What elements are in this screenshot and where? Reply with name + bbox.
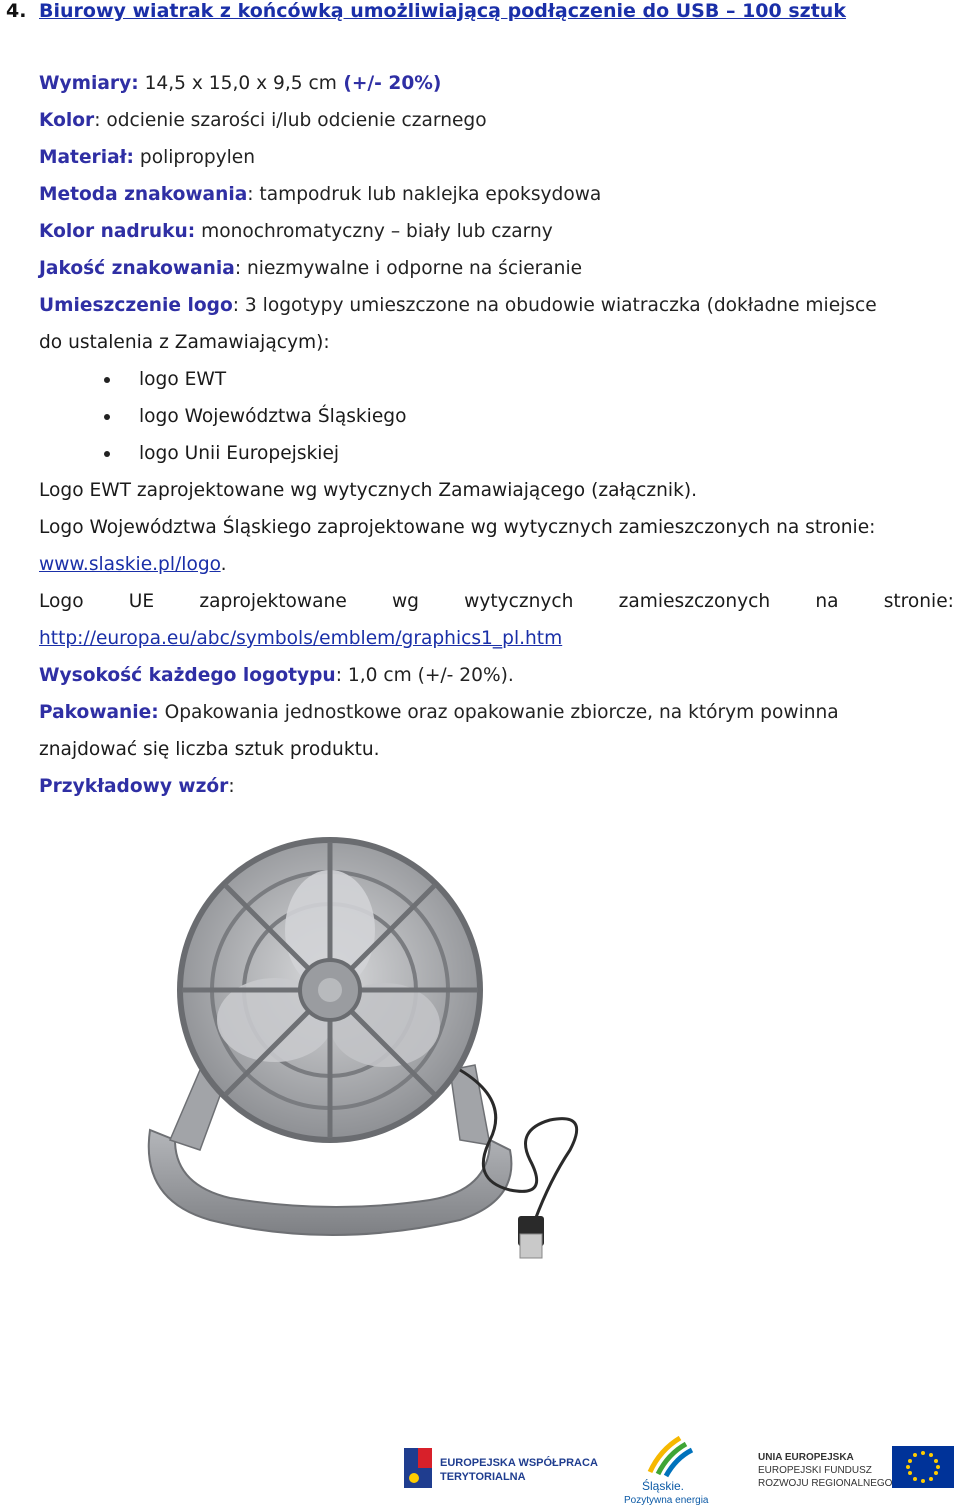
spec-logo-height: Wysokość każdego logotypu: 1,0 cm (+/- 20%). [39,665,514,686]
bullet-dot [104,377,110,383]
bullet-item: logo Unii Europejskiej [139,443,340,464]
ue-logo-line1: UNIA EUROPEJSKA [758,1452,854,1463]
ue-logo [758,1446,954,1489]
section-heading [6,0,956,26]
spec-material: Materiał: polipropylen [39,147,256,168]
ewt-logo [404,1448,598,1488]
spec-packing: Pakowanie: Opakowania jednostkowe oraz opakowanie zbiorcze, na którym powinna [39,702,839,723]
note-slaskie-link-line: www.slaskie.pl/logo. [39,554,227,575]
slaskie-logo-name: Śląskie. [642,1479,685,1493]
bullet-item: logo EWT [139,369,227,390]
spec-marking-method: Metoda znakowania: tampodruk lub naklejka epoksydowa [39,184,602,205]
ue-emblem-link[interactable]: http://europa.eu/abc/symbols/emblem/graphics1_pl.htm [39,628,563,649]
spec-packing-cont: znajdować się liczba sztuk produktu. [39,739,380,760]
bullet-dot [104,414,110,420]
usb-fan-photo [130,820,610,1260]
footer-logos-graphic [380,1428,960,1506]
note-slaskie: Logo Województwa Śląskiego zaprojektowane wg wytycznych zamieszczonych na stronie: [39,517,876,538]
ue-logo-line3: ROZWOJU REGIONALNEGO [758,1478,893,1489]
ue-logo-line2: EUROPEJSKI FUNDUSZ [758,1465,872,1476]
bullet-item: logo Województwa Śląskiego [139,406,407,427]
spec-print-color: Kolor nadruku: monochromatyczny – biały lub czarny [39,221,553,242]
footer-logos [380,1428,960,1506]
spec-logo-placement-cont: do ustalenia z Zamawiającym): [39,332,330,353]
note-ue-link-line [39,627,562,651]
spec-color: Kolor: odcienie szarości i/lub odcienie czarnego [39,110,487,131]
bullet-dot [104,451,110,457]
spec-logo-placement: Umieszczenie logo: 3 logotypy umieszczone na obudowie wiatraczka (dokładne miejsce [39,295,877,316]
spec-dimensions: Wymiary: 14,5 x 15,0 x 9,5 cm (+/- 20%) [39,73,442,94]
slaskie-logo-link[interactable]: www.slaskie.pl/logo [39,554,221,575]
example-label: Przykładowy wzór: [39,776,235,797]
section-number: 4. [6,0,27,22]
ewt-logo-line2: TERYTORIALNA [440,1471,526,1483]
ewt-logo-line1: EUROPEJSKA WSPÓŁPRACA [440,1457,598,1469]
slaskie-logo-tag: Pozytywna energia [624,1495,709,1506]
note-ue: Logo UE zaprojektowane wg wytycznych zamieszczonych na stronie: [39,591,954,612]
section-title: Biurowy wiatrak z końcówką umożliwiającą podłączenie do USB – 100 sztuk [39,0,846,22]
note-ewt: Logo EWT zaprojektowane wg wytycznych Zamawiającego (załącznik). [39,480,698,501]
slaskie-logo [624,1438,709,1506]
spec-marking-quality: Jakość znakowania: niezmywalne i odporne na ścieranie [39,258,583,279]
